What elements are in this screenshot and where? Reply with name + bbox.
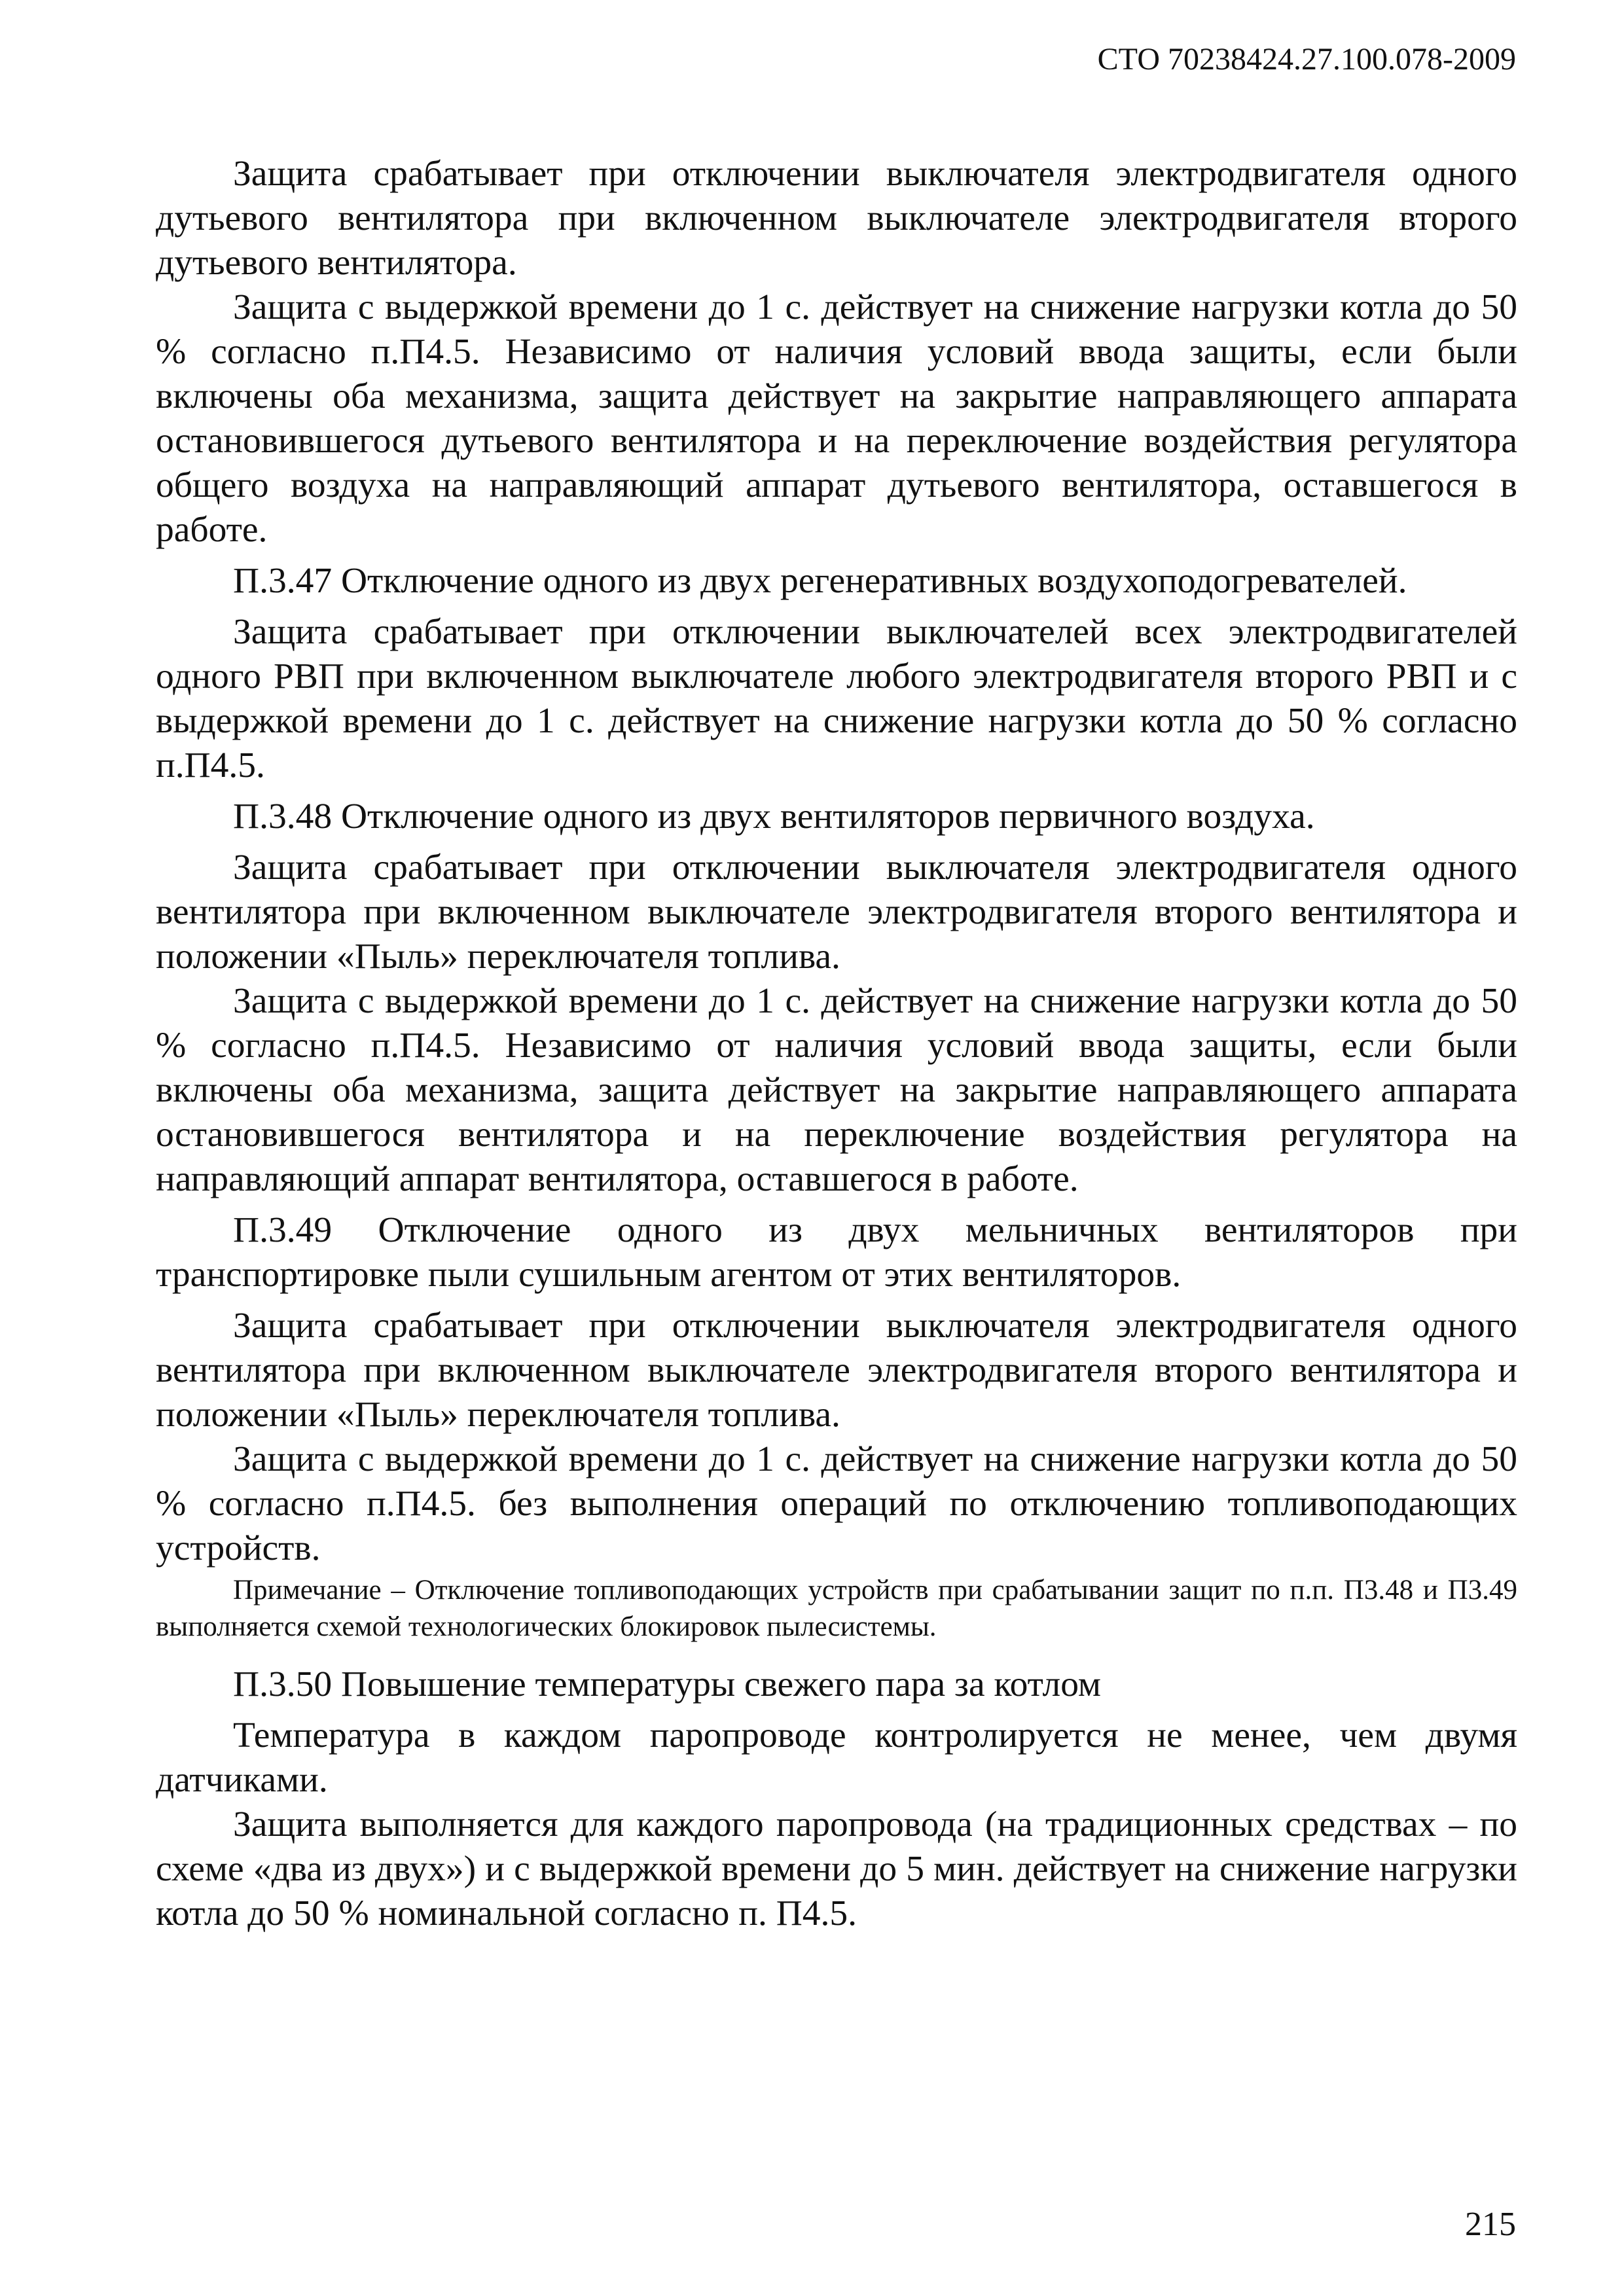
section-heading-p3-47: П.3.47 Отключение одного из двух регенеративных воздухоподогревателей. (233, 561, 1407, 601)
page-body (156, 152, 1517, 1943)
paragraph: Защита выполняется для каждого паропровода (на традиционных средствах – по схеме «два из двух») и с выдержкой времени до 5 мин. действует на снижение нагрузки котла до 50 % номинальной согласно п. П4.5. (156, 1804, 1517, 1933)
page-number: 215 (1465, 2206, 1516, 2243)
section-heading-p3-49: П.3.49 Отключение одного из двух мельничных вентиляторов при транспортировке пыли сушильным агентом от этих вентиляторов. (156, 1210, 1517, 1295)
paragraph: Защита срабатывает при отключении выключателя электродвигателя одного вентилятора при включенном выключателе электродвигателя второго вентилятора и положении «Пыль» переключателя топлива. (156, 848, 1517, 977)
note: Примечание – Отключение топливоподающих устройств при срабатывании защит по п.п. П3.48 и П3.49 выполняется схемой технологических блокировок пылесистемы. (156, 1575, 1517, 1642)
paragraph: Защита с выдержкой времени до 1 с. действует на снижение нагрузки котла до 50 % согласно п.П4.5. Независимо от наличия условий ввода защиты, если были включены оба механизма, защита действует на закрытие направляющего аппарата остановившегося вентилятора и на переключение воздействия регулятора на направляющий аппарат вентилятора, оставшегося в работе. (156, 981, 1517, 1199)
paragraph: Защита срабатывает при отключении выключателя электродвигателя одного вентилятора при включенном выключателе электродвигателя второго вентилятора и положении «Пыль» переключателя топлива. (156, 1306, 1517, 1435)
section-heading-p3-48: П.3.48 Отключение одного из двух вентиляторов первичного воздуха. (233, 797, 1315, 836)
paragraph: Защита срабатывает при отключении выключателей всех электродвигателей одного РВП при включенном выключателе любого электродвигателя второго РВП и с выдержкой времени до 1 с. действует на снижение нагрузки котла до 50 % согласно п.П4.5. (156, 612, 1517, 785)
section-heading-p3-50: П.3.50 Повышение температуры свежего пара за котлом (233, 1664, 1102, 1704)
paragraph: Защита с выдержкой времени до 1 с. действует на снижение нагрузки котла до 50 % согласно п.П4.5. Независимо от наличия условий ввода защиты, если были включены оба механизма, защита действует на закрытие направляющего аппарата остановившегося дутьевого вентилятора и на переключение воздействия регулятора общего воздуха на направляющий аппарат дутьевого вентилятора, оставшегося в работе. (156, 287, 1517, 550)
paragraph: Температура в каждом паропроводе контролируется не менее, чем двумя датчиками. (156, 1715, 1517, 1800)
paragraph: Защита срабатывает при отключении выключателя электродвигателя одного дутьевого вентилятора при включенном выключателе электродвигателя второго дутьевого вентилятора. (156, 154, 1517, 283)
paragraph: Защита с выдержкой времени до 1 с. действует на снижение нагрузки котла до 50 % согласно п.П4.5. без выполнения операций по отключению топливоподающих устройств. (156, 1439, 1517, 1568)
document-code-header: СТО 70238424.27.100.078-2009 (1097, 42, 1516, 77)
